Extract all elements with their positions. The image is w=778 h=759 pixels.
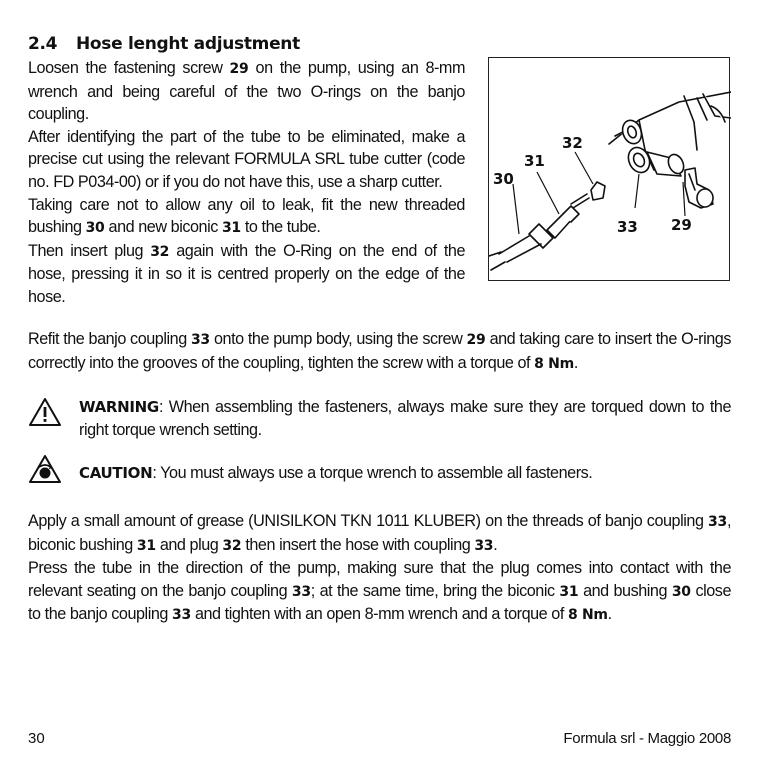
paragraph-6: Apply a small amount of grease (UNISILKON TKN 1011 KLUBER) on the threads of banjo coupling 33, biconic bushing 31 and plug 32 then insert the hose with coupling 33. (28, 512, 731, 554)
paragraph-3: Taking care not to allow any oil to leak, fit the new threaded bushing 30 and new biconic 31 to the tube. (28, 195, 465, 237)
section-number: 2.4 (28, 34, 58, 54)
hose-assembly-drawing (489, 58, 731, 282)
warning-notice (28, 396, 731, 442)
callout-31: 31 (524, 152, 545, 170)
footer-publisher: Formula srl - Maggio 2008 (563, 730, 731, 747)
paragraph-5: Refit the banjo coupling 33 onto the pump body, using the screw 29 and taking care to insert the O-rings correctly into the grooves of the coupling, tighten the screw with a torque of 8 Nm. (28, 330, 731, 372)
paragraph-4: Then insert plug 32 again with the O-Ring on the end of the hose, pressing it in so it is centred properly on the edge of the hose. (28, 241, 465, 306)
warning-text: WARNING: When assembling the fasteners, always make sure they are torqued down to the right torque wrench setting. (79, 398, 731, 439)
paragraph-7: Press the tube in the direction of the pump, making sure that the plug comes into contact with the relevant seating on the banjo coupling 33; at the same time, bring the biconic 31 and bushing 30 close to the banjo coupling 33 and tighten with an open 8-mm wrench and a torque of 8 Nm. (28, 559, 732, 624)
warning-triangle-icon (28, 396, 62, 428)
section-title: Hose lenght adjustment (76, 34, 300, 54)
paragraph-1: Loosen the fastening screw 29 on the pump, using an 8-mm wrench and being careful of the two O-rings on the banjo coupling. (28, 59, 466, 124)
caution-torque-icon (28, 454, 62, 486)
refit-paragraph (28, 328, 731, 375)
caution-label: CAUTION (79, 464, 153, 482)
hose-assembly-figure (488, 57, 730, 281)
callout-33: 33 (617, 218, 638, 236)
callout-30: 30 (493, 170, 514, 188)
caution-text: CAUTION: You must always use a torque wrench to assemble all fasteners. (79, 464, 593, 482)
section-heading (28, 34, 300, 54)
callout-29: 29 (671, 216, 692, 234)
callout-32: 32 (562, 134, 583, 152)
instructions-column (28, 57, 465, 309)
paragraph-2: After identifying the part of the tube to be eliminated, make a precise cut using the relevant FORMULA SRL tube cutter (code no. FD P034-00) or if you do not have this, use a sharp cutter. (28, 127, 465, 191)
caution-notice (28, 462, 731, 492)
warning-label: WARNING (79, 398, 159, 416)
page-number: 30 (28, 730, 45, 747)
grease-paragraphs (28, 510, 731, 627)
